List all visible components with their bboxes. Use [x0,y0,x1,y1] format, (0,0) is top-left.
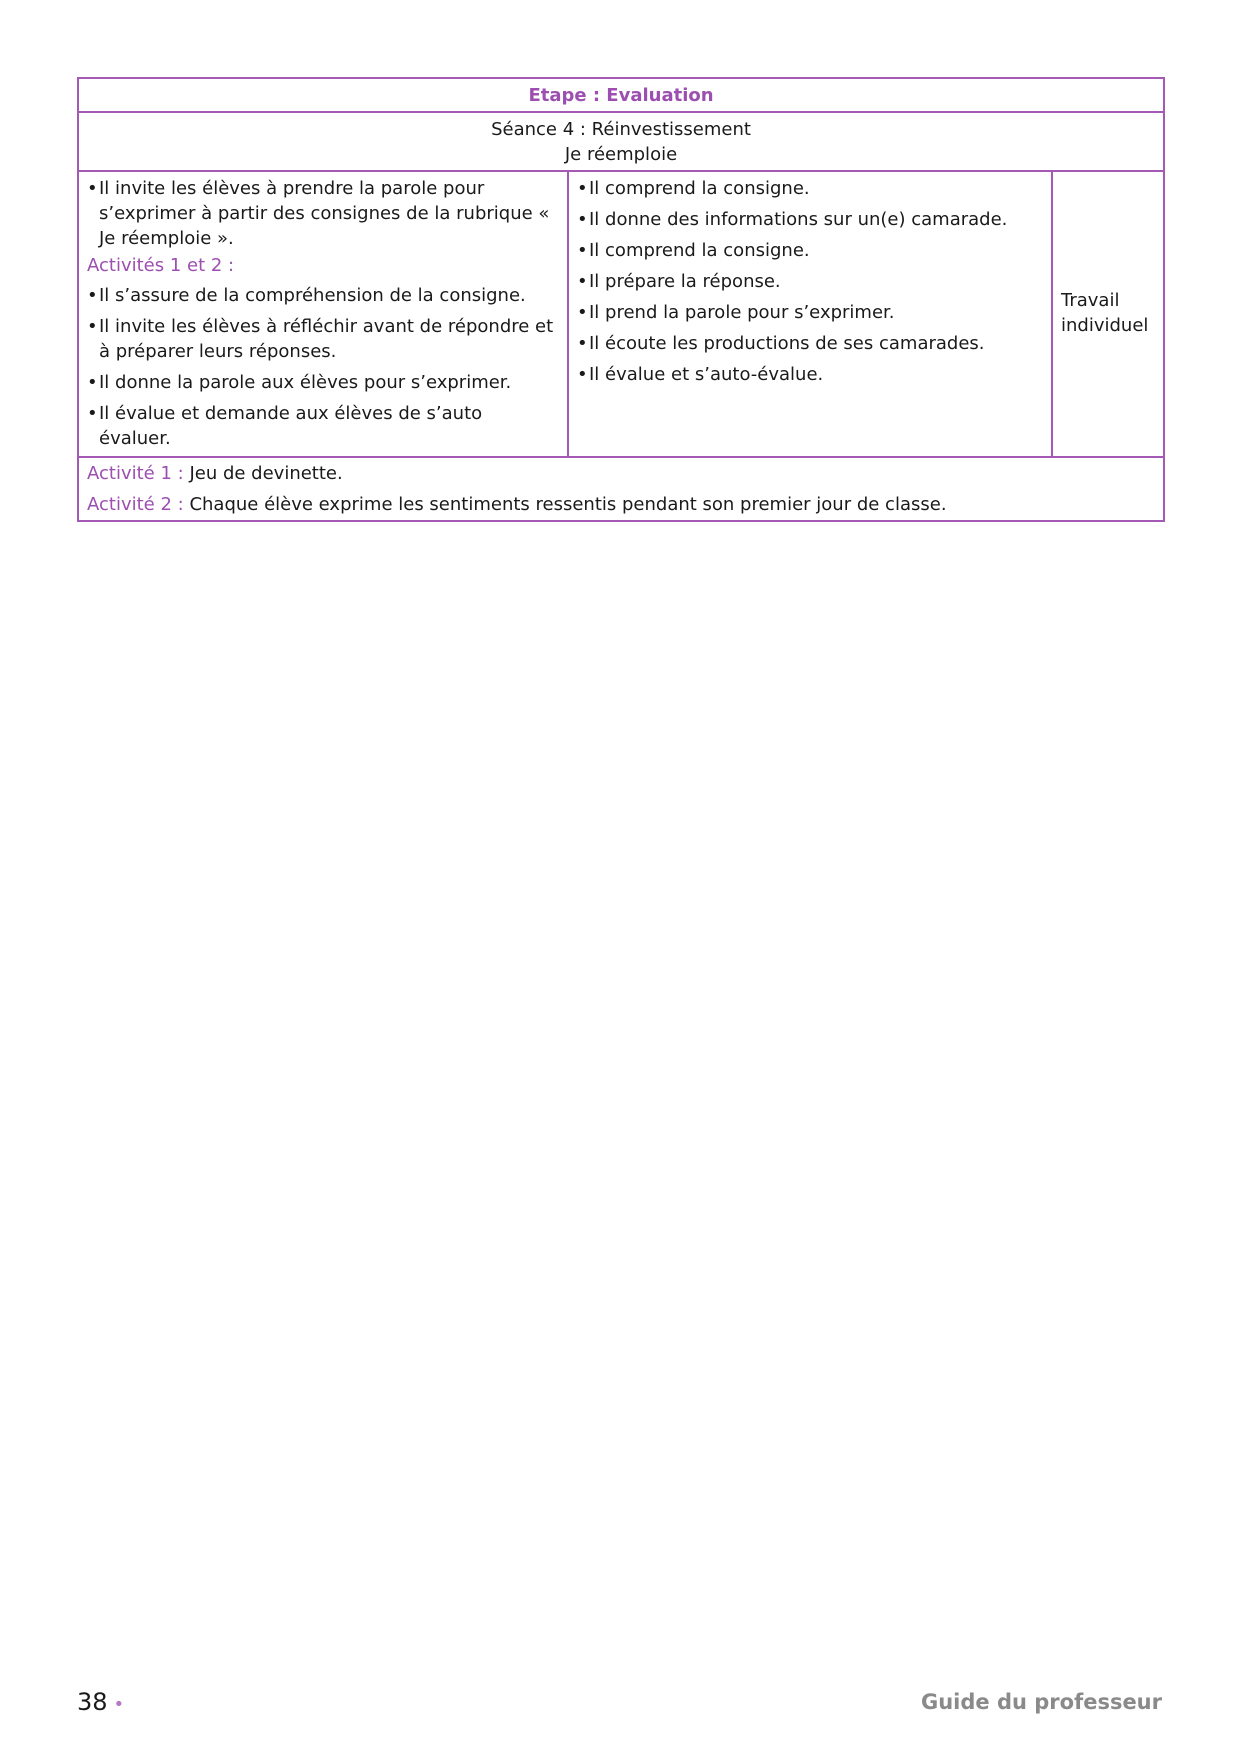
teacher-activities-cell [78,171,568,457]
page-number [77,1688,124,1716]
activity-1-text: Jeu de devinette. [189,463,343,484]
teacher-intro-list [87,176,559,251]
student-item: • Il écoute les productions de ses camarades. [577,331,1043,356]
page-bullet: • [113,1694,125,1715]
page-number-value: 38 [77,1688,108,1716]
lesson-table [77,77,1165,522]
work-mode-cell: Travail individuel [1052,171,1164,457]
activities-label: Activités 1 et 2 : [87,255,235,276]
teacher-item: • Il s’assure de la compréhension de la consigne. [87,283,559,308]
guide-title: Guide du professeur [920,1690,1162,1714]
student-items-list [577,176,1043,387]
activity-2-line [87,492,1155,517]
student-item: • Il prépare la réponse. [577,269,1043,294]
etape-header: Etape : Evaluation [78,78,1164,112]
student-activities-cell [568,171,1052,457]
teacher-item: • Il invite les élèves à réfléchir avant de répondre et à préparer leurs réponses. [87,314,559,364]
activity-2-text: Chaque élève exprime les sentiments ressentis pendant son premier jour de classe. [189,494,947,515]
activities-footer [78,457,1164,521]
student-item: • Il comprend la consigne. [577,238,1043,263]
activity-1-line [87,461,1155,486]
activity-2-label: Activité 2 : [87,494,184,515]
seance-header [78,112,1164,171]
seance-subtitle: Je réemploie [564,144,678,165]
activity-1-label: Activité 1 : [87,463,184,484]
student-item: • Il évalue et s’auto-évalue. [577,362,1043,387]
student-item: • Il donne des informations sur un(e) camarade. [577,207,1043,232]
student-item: • Il prend la parole pour s’exprimer. [577,300,1043,325]
teacher-intro: • Il invite les élèves à prendre la parole pour s’exprimer à partir des consignes de la rubrique « Je réemploie ». [87,176,559,251]
teacher-item: • Il évalue et demande aux élèves de s’auto évaluer. [87,401,559,451]
student-item: • Il comprend la consigne. [577,176,1043,201]
teacher-items-list [87,283,559,451]
teacher-item: • Il donne la parole aux élèves pour s’exprimer. [87,370,559,395]
seance-title: Séance 4 : Réinvestissement [491,119,751,140]
